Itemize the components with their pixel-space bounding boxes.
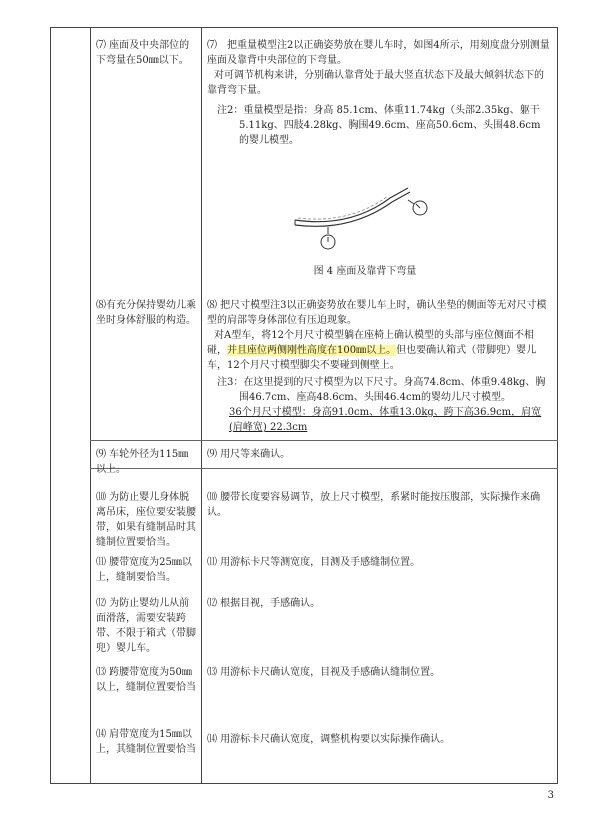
- description-8-p2b: 但也要确认箱式（带脚兜）婴儿车，12个月尺寸模型脚尖不要碰到侧壁上。: [207, 345, 537, 371]
- note-3-36-month: 36个月尺寸模型：身高91.0cm、体重13.0kg、跨下高36.9cm，肩宽(肩峰宽) 22.3cm: [229, 407, 542, 433]
- description-9: ⑼ 用尺等来确认。: [207, 449, 291, 460]
- row-divider: [90, 440, 558, 441]
- note-3: 注3：在这里提到的尺寸模型为以下尺寸。身高74.8cm、体重9.48kg、胸围46.7cm、座高48.6cm、头围46.4cm的婴幼儿尺寸模型。: [217, 377, 546, 403]
- description-14: ⒁ 用游标卡尺确认宽度，调整机构要以实际操作确认。: [207, 734, 451, 745]
- requirement-7: ⑺ 座面及中央部位的下弯量在50㎜以下。: [96, 40, 190, 66]
- page-number: 3: [547, 790, 554, 801]
- requirement-9: ⑼ 车轮外径为115㎜以上。: [96, 449, 189, 475]
- description-7-p2: 对可调节机构来讲，分别确认靠背处于最大竖直状态下及最大倾斜状态下的靠背弯下量。: [207, 70, 544, 96]
- description-13: ⒀ 用游标卡尺确认宽度，目视及手感确认缝制位置。: [207, 667, 441, 678]
- requirement-8: ⑻有充分保持婴幼儿乘坐时身体舒服的构造。: [96, 300, 196, 326]
- requirement-12: ⑿ 为防止婴幼儿从前面滑落，需要安装跨带、不限于箱式（带脚兜）婴儿车。: [96, 598, 196, 654]
- requirement-10: ⑽ 为防止婴儿身体脱离吊床，座位要安装腰带，如果有缝制品时其缝制位置要恰当。: [96, 492, 196, 548]
- description-8: [207, 298, 550, 435]
- figure-4-drawing: [290, 180, 440, 258]
- description-7: [207, 38, 550, 148]
- description-11: ⑾ 用游标卡尺等测宽度，目测及手感缝制位置。: [207, 557, 421, 568]
- requirement-13: ⒀ 跨腰带宽度为50㎜以上，缝制位置要恰当: [96, 667, 196, 693]
- figure-4-caption: 图 4 座面及靠背下弯量: [313, 266, 417, 277]
- description-12: ⑿ 根据目视，手感确认。: [207, 598, 321, 609]
- description-8-p2a: 对A型车，将12个月尺寸模型躺在座椅上确认模型的头部与座位侧面不相碰，: [207, 330, 534, 356]
- column-divider: [201, 27, 202, 784]
- note-2: 注2：重量模型是指：身高 85.1cm、体重11.74kg（头部2.35kg、躯干5.11kg、四肢4.28kg、胸围49.6cm、座高50.6cm、头围48.6cm的婴儿模型。: [217, 105, 541, 146]
- description-10: ⑽ 腰带长度要容易调节，放上尺寸模型，系紧时能按压腹部，实际操作来确认。: [207, 492, 541, 518]
- highlighted-text: 并且座位两侧刚性高度在100㎜以上。: [227, 345, 397, 356]
- column-divider: [90, 27, 91, 784]
- description-8-p1: ⑻ 把尺寸模型注3以正确姿势放在婴儿车上时，确认坐垫的侧面等无对尺寸模型的肩部等身体部位有压迫现象。: [207, 300, 547, 326]
- requirement-11: ⑾ 腰带宽度为25㎜以上，缝制要恰当。: [96, 557, 192, 583]
- description-8-p2: [207, 328, 550, 373]
- description-7-p1: ⑺ 把重量模型注2以正确姿势放在婴儿车时，如图4所示，用刻度盘分别测量座面及靠背中央部位的下弯量。: [207, 40, 550, 66]
- requirement-14: ⒁ 肩带宽度为15㎜以上，其缝制位置要恰当: [96, 729, 196, 755]
